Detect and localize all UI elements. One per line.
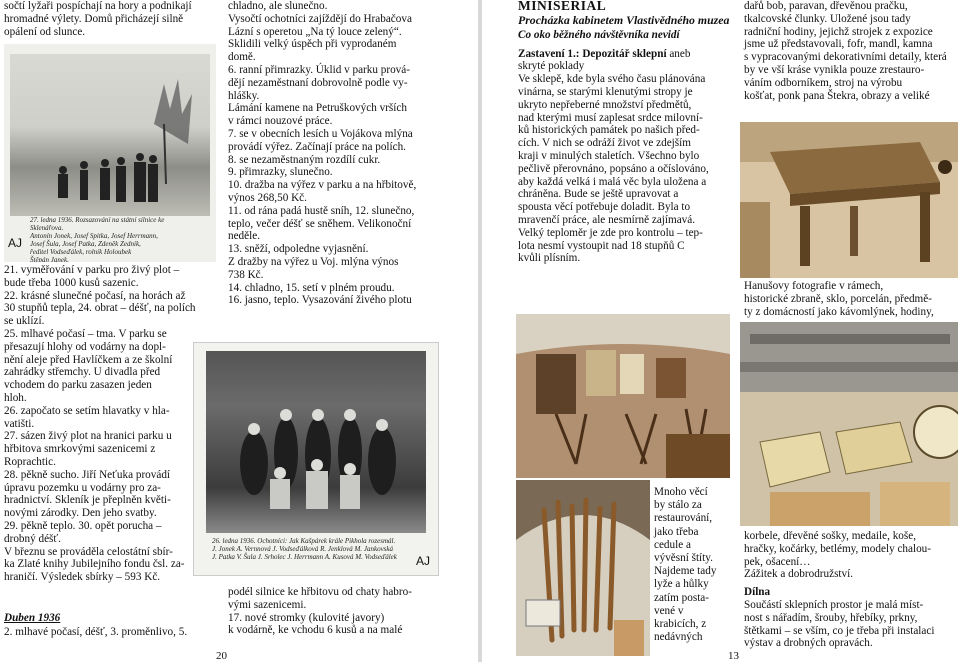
caption-line: vývěsní štíty. [654,552,713,565]
photo1-monogram: AJ [8,236,23,250]
text-line: hraničí. Výsledek sbírky – 593 Kč. [4,571,161,584]
text-line: hračky, kočárky, betlémy, modely chalou- [744,542,932,555]
text-line: 16. jasno, teplo. Vysazování živého plotu [228,294,412,307]
text-line: zahrádky střemchy. U divadla před [4,366,161,379]
text-line: hromadné výlety. Domů přicházejí silně [4,12,184,25]
text-line: 13. sněží, odpoledne vyjasnění. [228,243,369,256]
left-page-number: 20 [216,650,227,662]
text-line: radniční hodiny, jejichž strojek z expozice [744,25,933,38]
stop-label: Zastavení 1.: [518,47,580,60]
stop-second: skryté poklady [518,60,585,73]
text-line: pečlivě přerovnáno, popsáno a očíslováno, [518,162,709,175]
caption-line: vené v [654,604,684,617]
right-page [482,0,960,662]
caption-line: cedule a [654,538,691,551]
text-line: Lázní s operetou „Na tý louce zelený“. [228,25,402,38]
cellar-photo [516,314,730,478]
theater-photo [193,342,439,576]
text-line: ka Zlaté knihy Jubilejního fondu čsl. za- [4,558,185,571]
text-line: v rámci nouzové práce. [228,115,333,128]
text-line: vinárna, se starými klenutými stropy je [518,85,693,98]
text-line: hlášky. [228,89,260,102]
text-line: 7. se v obecních lesích u Vojákova mlýna [228,127,413,140]
text-line: 10. dražba na výřez v parku a na hřbitově, [228,179,417,192]
text-line: váním odborníkem, stroj na výrobu [744,76,903,89]
text-line: kraji v minulých staletích. Všechno bylo [518,149,700,162]
stop-suffix: aneb [669,47,691,60]
text-line: vchodem do parku zasazen jeden [4,379,152,392]
text-line: neděle. [228,230,260,243]
photo-caption-line: 27. ledna 1936. Rozsazování na státní silnice ke [30,216,165,224]
text-line: kvůli plísním. [518,252,581,265]
text-line: Velký teploměr je zde pro kontrolu – tep- [518,226,703,239]
text-line: cích. V nich se odráží život ve zdejším [518,137,691,150]
text-line: pek, ošacení… [744,555,811,568]
miniserial-block [518,0,734,265]
caption-line: restaurování, [654,512,713,525]
photo-caption-line: J. Jonek A. Vernnová J. Vodseďálková R. Jenklová M. Jankovská [212,545,394,553]
text-line: historické zbraně, sklo, porcelán, předmě- [744,292,932,305]
text-line: Vysočtí ochotníci zajíždějí do Hrabačova [228,12,412,25]
text-line: podél silnice ke hřbitovu od chaty habro- [228,586,412,598]
text-line: výnos 268,50 Kč. [228,191,307,204]
photo-caption-line: Josef Šula, Josef Patka, Zdeněk Zedník, [30,240,141,248]
text-line: 28. pěkně sucho. Jiří Neťuka provádí [4,468,171,481]
photo-caption-line: Štěpán Janek. [30,256,69,262]
text-line: tkalcovské člunky. Uložené jsou tady [744,12,911,25]
text-line: Hanušovy fotografie v rámech, [744,280,884,292]
text-line: Sklidili velký úspěch při vyprodaném [228,38,397,51]
miniserial-subtitle: Procházka kabinetem Vlastivědného muzea [518,12,730,27]
text-line: dějí nezaměstnaní dobrovolně podle vy- [228,76,408,89]
text-line: Ve sklepě, kde byla svého času plánována [518,73,706,86]
left-col1-top-text [4,0,214,38]
caption-line: Najdeme tady [654,565,717,578]
miniserial-lead: Co oko běžného návštěvníka nevidí [518,28,680,41]
text-line: úpravu pozemku u vodárny pro za- [4,481,161,494]
text-line: košťat, ponk pana Štekra, obrazy a veliké [744,89,930,102]
text-line: spousta věcí potřebuje doladit. Byla to [518,201,691,214]
clocks-photo [740,322,958,526]
text-line: by ve vší kráse vynikla pouze zrestauro- [744,63,925,76]
left-page [0,0,478,662]
text-line: vými sazenicemi. [228,598,307,611]
text-line: 30 stupňů tepla, 24. obrat – déšť, na polích [4,302,196,315]
text-line: chráněna. Bude se ještě upravovat a [518,188,679,201]
caption-line: jako třeba [654,525,699,538]
photo-caption-line: ředitel Vodseďálek, rolník Holoubek [30,248,132,256]
text-line: hradnictví. Skleník je přeplněn květi- [4,494,171,507]
dilna-body [744,599,958,650]
text-line: nění aleje před Havlíčkem a ze školní [4,353,173,366]
caption-line: nedávných [654,631,703,644]
text-line: vatišti. [4,417,35,430]
skis-caption [654,486,738,644]
right-page-number: 13 [728,650,739,662]
text-line: s vypracovanými dekorativními detaily, která [744,51,947,64]
text-line: provádí výřez. Začínají práce na polích. [228,140,406,153]
text-line: 738 Kč. [228,268,264,281]
text-line: 2. mlhavé počasí, déšť, 3. proměnlivo, 5. [4,626,188,638]
photo-caption-line: Sklenářova. [30,224,64,232]
caption-line: lyže a hůlky [654,578,709,591]
text-line: nad kterými musí zaplesat srdce milovní- [518,111,703,124]
left-col1-last [4,626,218,639]
text-line: sočtí lyžaři pospíchají na hory a podnikají [4,0,192,12]
text-line: Zážitek a dobrodružství. [744,568,854,581]
text-line: mravenčí práce, ale nesmírně zajímavá. [518,213,696,226]
text-line: korbele, dřevěné sošky, medaile, koše, [744,530,917,542]
text-line: aby každá velká i malá věc byla uložena a [518,175,707,188]
text-line: ty z domácností jako kávomlýnek, hodiny, [744,305,934,318]
text-line: Součástí sklepních prostor je malá míst- [744,599,924,611]
text-line: bude třeba 1000 kusů sazenic. [4,276,139,289]
left-col1-bottom-text [4,264,216,584]
text-line: 8. se nezaměstnaným rozdílí cukr. [228,153,381,166]
text-line: hřbitova smrkovými sazenicemi z [4,443,156,456]
workbench-photo [740,122,958,278]
stop-title: Depozitář sklepní [582,47,667,60]
caption-line: by stálo za [654,499,702,512]
text-line: 26. započato se setím hlavatky v hla- [4,404,170,417]
miniserial-body [518,73,734,265]
text-line: 11. od rána padá hustě sníh, 12. slunečno, [228,204,415,217]
left-col2-top-text [228,0,472,307]
photo2-monogram: AJ [416,554,431,568]
text-line: přesazují hlohy od vodárny na dopl- [4,340,166,353]
right-col2-top-text [744,0,958,102]
caption-line: krabicích, z [654,618,707,631]
text-line: 6. ranní přimrazky. Úklid v parku prová- [228,63,410,76]
text-line: 9. přimrazky, slunečno. [228,166,333,179]
text-line: Lámání kamene na Petruškových vrších [228,102,407,115]
text-line: nost s nářadím, šrouby, hřebíky, prkny, [744,611,918,624]
caption-line: Mnoho věcí [654,486,708,498]
text-line: domě. [228,51,256,64]
text-line: 25. mlhavé počasí – tma. V parku se [4,327,167,340]
text-line: chladno, ale slunečno. [228,0,328,12]
text-line: teplo, večer déšť se sněhem. Velikonoční [228,217,412,230]
text-line: ků historických památek po našich před- [518,124,700,137]
text-line: ukryto nepřeberné množství předmětů, [518,98,692,111]
text-line: hloh. [4,391,27,404]
text-line: 14. chladno, 15. setí v plném proudu. [228,281,395,294]
text-line: Roprachtic. [4,455,56,468]
text-line: drobný déšť. [4,532,61,545]
text-line: 22. krásné slunečné počasí, na horách až [4,289,186,302]
text-line: 17. nové stromky (kulovité javory) [228,611,385,624]
text-line: 29. pěkně teplo. 30. opět porucha – [4,519,162,532]
photo-caption-line: 26. ledna 1936. Ochotníci: Jak Kašpárek krále Pikhola rozesmál. [212,537,396,545]
text-line: lota nesmí vystoupit nad 18 stupňů C [518,239,685,252]
park-photo [4,44,216,262]
photo-caption-line: Antonín Jonek, Josef Spitka, Josef Herrmann, [30,232,158,240]
text-line: Z dražby na výřez u Voj. mlýna výnos [228,255,399,268]
text-line: V březnu se prováděla celostátní sbír- [4,545,173,558]
left-col2-bottom-text [228,586,472,637]
text-line: štětkami – se vším, co je třeba při instalaci [744,624,935,637]
caption-line: zatím posta- [654,591,709,604]
text-line: opálení od slunce. [4,25,86,38]
right-col2-mid-text [744,280,958,318]
right-col2-bottom-text [744,530,958,581]
text-line: novými zárodky. Den jeho svatby. [4,507,157,520]
dilna-heading: Dílna [744,586,771,598]
text-line: jsme už představovali, fofr, mandl, kamna [744,38,933,51]
text-line: k vodárně, ke vchodu 6 kusů a na malé [228,624,403,637]
text-line: 21. vyměřování v parku pro živý plot – [4,264,180,276]
text-line: výstav a drobných opravách. [744,637,873,650]
miniserial-title: MINISERIÁL [518,0,607,13]
duben-heading: Duben 1936 [4,612,61,624]
text-line: 27. sázen živý plot na hranici parku u [4,430,172,443]
skis-photo [516,480,650,656]
text-line: se uklízí. [4,315,45,328]
text-line: dařů bob, paravan, dřevěnou pračku, [744,0,908,12]
photo-caption-line: J. Patka V. Šula J. Srholec J. Herrmann A. Kusová M. Vodseďálek [212,553,397,561]
